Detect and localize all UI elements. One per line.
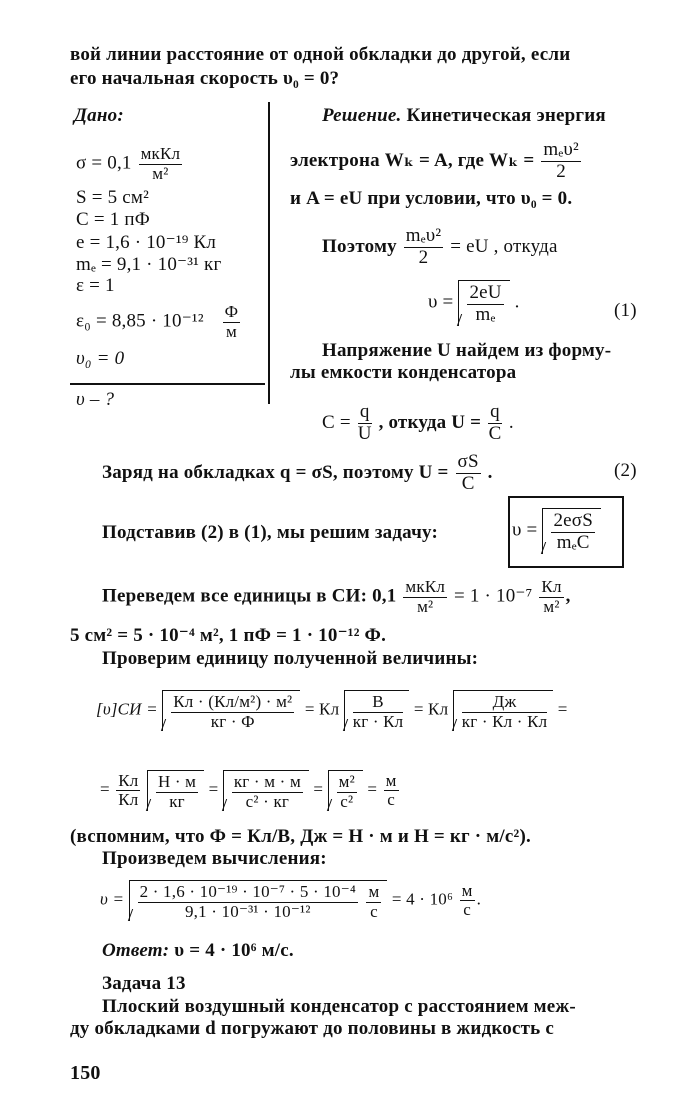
- solution-heading: Решение. Кинетическая энергия: [322, 105, 606, 126]
- given-divider-horizontal: [70, 383, 265, 385]
- formula-2-tag: (2): [614, 460, 637, 481]
- solution-line-4: Поэтому $\frac{\text{mₑυ²}}{2}$ = eU , откуда: [322, 225, 558, 268]
- given-me: mₑ = 9,1 · 10⁻³¹ кг: [76, 254, 222, 275]
- solution-line-7: лы емкости конденсатора: [290, 362, 517, 383]
- task-title: Задача 13: [102, 973, 186, 994]
- given-e: e = 1,6 · 10⁻¹⁹ Кл: [76, 232, 217, 253]
- given-find: υ – ?: [76, 389, 115, 410]
- substitute-line: Подставив (2) в (1), мы решим задачу:: [102, 522, 439, 543]
- units-check-row-1: [υ]СИ = $\frac{\text{Кл · (Кл/м²) · м²}}{кг \cdot Ф}$ = Кл $\frac{В}{кг \cdot Кл}$ = Кл $\frac{Дж}{кг \cdot Кл \cdot Кл}$ =: [96, 692, 568, 731]
- given-v0: υ₀ = 0: [76, 348, 125, 369]
- boxed-formula: υ = $\frac{\text{2eσS}}{\text{mₑC}}$: [512, 508, 601, 554]
- task-line-1: Плоский воздушный конденсатор с расстоянием меж-: [102, 996, 576, 1017]
- given-eps0: ε₀ = 8,85 · 10⁻¹² $\frac{Ф}{м}$: [76, 302, 239, 341]
- given-title: Дано:: [74, 105, 124, 126]
- given-S: S = 5 см²: [76, 187, 149, 208]
- given-divider-vertical: [268, 102, 270, 404]
- intro-line-1: вой линии расстояние от одной обкладки до другой, если: [70, 44, 571, 65]
- answer-line: Ответ: υ = 4 · 10⁶ м/с.: [102, 940, 294, 961]
- charge-line: Заряд на обкладках q = σS, поэтому U = $\frac{\sigma S}{C}$ .: [102, 451, 493, 494]
- page-number: 150: [70, 1062, 101, 1084]
- formula-1: υ = $\frac{2eU}{\text{mₑ}}$ .: [428, 282, 520, 325]
- calculation-formula: υ = $\frac{\text{2 · 1,6 · 10⁻¹⁹ · 10⁻⁷ · 5 · 10⁻⁴}}{\text{9,1 · 10⁻³¹ · 10⁻¹²}}$ $\frac{м}{с}$ = 4 · 10⁶ $\frac{м}{с}$ .: [100, 880, 482, 921]
- units-line: 5 см² = 5 · 10⁻⁴ м², 1 пФ = 1 · 10⁻¹² Ф.: [70, 625, 387, 646]
- given-eps: ε = 1: [76, 275, 115, 296]
- solution-line-2: электрона Wₖ = A, где Wₖ = $\frac{\text{mₑυ²}}{2}$: [290, 139, 579, 182]
- si-line: Переведем все единицы в СИ: 0,1 $\frac{\text{мкКл}}{\text{м²}}$ = 1 · 10⁻⁷ $\frac{Кл}{\text{м²}}$ ,: [102, 577, 571, 616]
- capacitance-formula: C = $\frac{q}{U}$ , откуда U = $\frac{q}{C}$ .: [322, 401, 514, 444]
- calc-line: Произведем вычисления:: [102, 848, 327, 869]
- formula-1-tag: (1): [614, 300, 637, 321]
- given-C: C = 1 пФ: [76, 209, 150, 230]
- solution-line-6: Напряжение U найдем из форму-: [322, 340, 612, 361]
- intro-line-2: его начальная скорость υ₀ = 0?: [70, 68, 340, 89]
- units-check-row-2: = $\frac{Кл}{Кл}$ $\frac{Н \cdot м}{кг}$ = $\frac{кг \cdot м \cdot м}{\text{с² · кг}}$ = $\frac{\text{м²}}{\text{с²}}$ = $\frac{м}{с}$: [100, 770, 397, 811]
- task-line-2: ду обкладками d погружают до половины в жидкость с: [70, 1018, 554, 1039]
- check-line: Проверим единицу полученной величины:: [102, 648, 479, 669]
- remember-line: (вспомним, что Ф = Кл/В, Дж = Н · м и Н = кг · м/с²).: [70, 826, 531, 847]
- given-sigma: σ = 0,1 $\frac{\text{мкКл}}{\text{м²}}$: [76, 144, 181, 183]
- solution-line-3: и A = eU при условии, что υ₀ = 0.: [290, 188, 573, 209]
